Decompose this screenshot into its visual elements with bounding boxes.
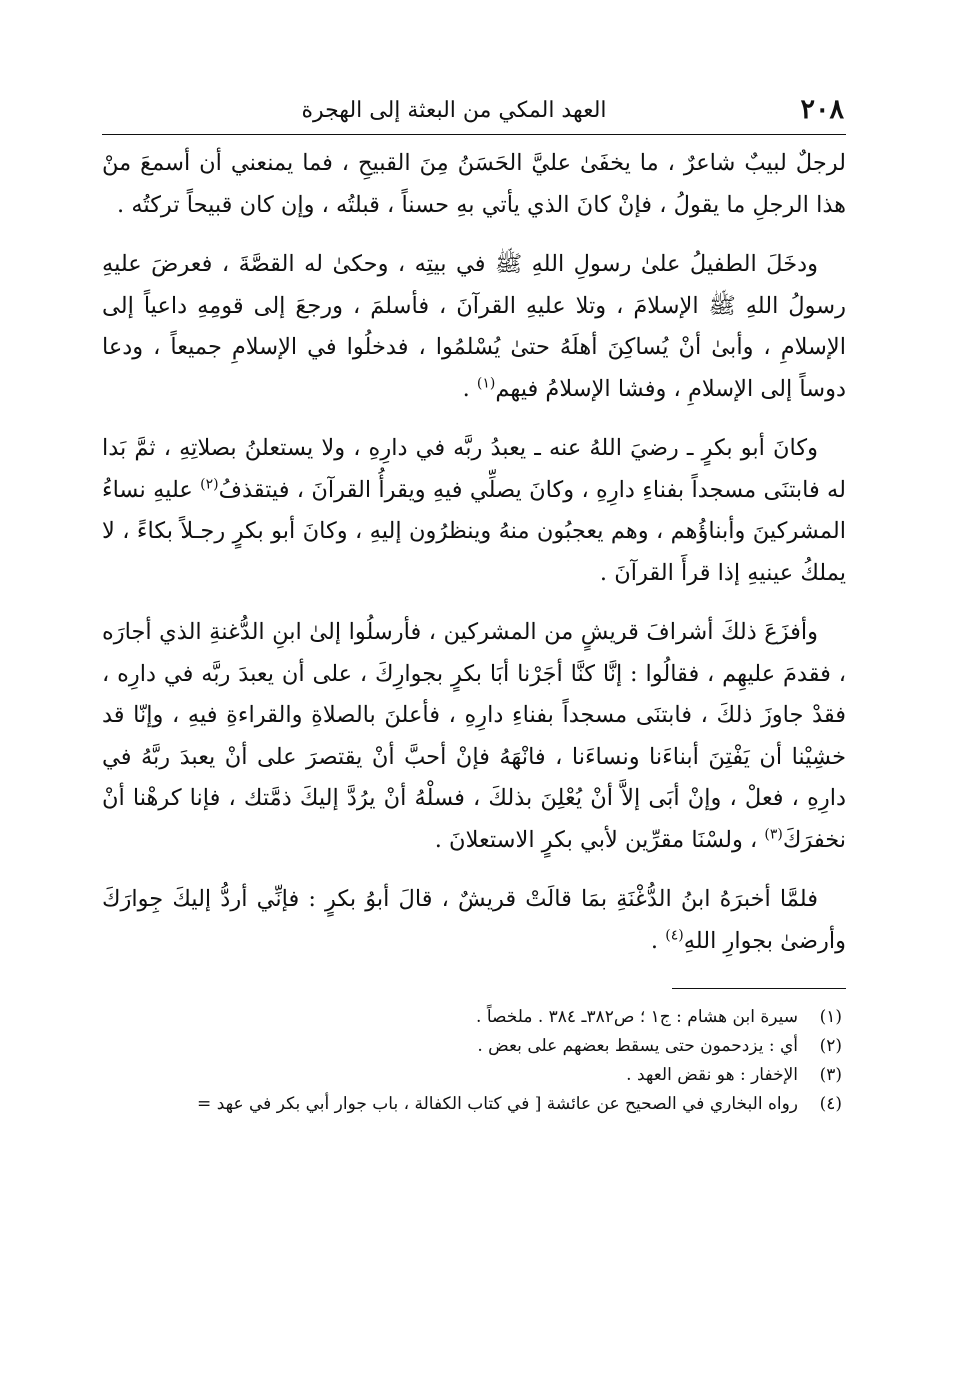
paragraph-text: لرجلٌ لبيبٌ شاعرٌ ، ما يخفَىٰ عليَّ الحَسَنُ مِنَ القبيحِ ، فما يمنعني أن أسمعَ منْ هذا الرجلِ ما يقولُ ، فإنْ كانَ الذي يأتي بهِ حسناً ، قبلتُه ، وإن كان قبيحاً تركتُه . bbox=[102, 150, 846, 218]
footnotes bbox=[102, 1003, 846, 1119]
paragraph-4 bbox=[102, 612, 846, 861]
footnote-1 bbox=[102, 1003, 846, 1032]
paragraph-2 bbox=[102, 244, 846, 410]
footnote-separator bbox=[672, 988, 846, 989]
paragraph-text: فلمَّا أخبرَهُ ابنُ الدُّغْنَةِ بمَا قالَتْ قريشٌ ، قالَ أبوُ بكرٍ : فإنِّي أردُّ إليكَ جِوارَكَ وأرضىٰ بجوارِ اللهِ bbox=[102, 886, 846, 954]
footnote-number: (٣) bbox=[819, 1065, 842, 1085]
footnote-ref-1: (١) bbox=[476, 375, 496, 391]
footnote-number: (٤) bbox=[819, 1094, 842, 1114]
footnote-text: أي : يزدحمون حتى يسقط بعضهم على بعض . bbox=[477, 1036, 798, 1056]
footnote-4 bbox=[102, 1090, 846, 1119]
footnote-2 bbox=[102, 1032, 846, 1061]
paragraph-text-end: ، ولسْنَا مقرِّين لأبي بكرٍ الاستعلانَ . bbox=[434, 826, 765, 853]
footnote-3 bbox=[102, 1061, 846, 1090]
paragraph-text: ودخَلَ الطفيلُ علىٰ رسولِ اللهِ ﷺ في بيتِه ، وحكىٰ له القصَّةَ ، فعرضَ عليهِ رسولُ اللهِ ﷺ الإسلامَ ، وتلا عليهِ القرآنَ ، فأسلمَ ، ورجعَ إلى قومِهِ داعياً إلى الإسلامِ ، وأبىٰ أنْ يُساكِنَ أهلَهُ حتىٰ يُسْلمُوا ، فدخلُوا في الإسلامِ جميعاً ، ودعا دوساً إلى الإسلامِ ، وفشا الإسلامُ فيهم bbox=[102, 251, 846, 402]
footnote-text: الإخفار : هو نقض العهد . bbox=[626, 1065, 798, 1085]
footnote-text: رواه البخاري في الصحيح عن عائشة [ في كتاب الكفالة ، باب جوار أبي بكر في عهد = bbox=[197, 1094, 798, 1114]
paragraph-text-end: . bbox=[650, 927, 666, 954]
paragraph-text: وكانَ أبو بكرٍ ـ رضيَ اللهُ عنه ـ يعبدُ ربَّه في دارِهِ ، ولا يستعلنُ بصلاتِهِ ، ثمَّ بَدا له فابتنَى مسجداً بفناءِ دارِهِ ، وكانَ يصلِّي فيهِ ويقرأُ القرآنَ ، فيتقذفُ bbox=[102, 435, 846, 503]
footnote-number: (٢) bbox=[819, 1036, 842, 1056]
paragraph-text-end: . bbox=[462, 375, 477, 402]
paragraph-1 bbox=[102, 143, 846, 226]
running-header bbox=[102, 90, 846, 135]
footnote-ref-2: (٢) bbox=[200, 476, 219, 492]
paragraph-3 bbox=[102, 428, 846, 594]
paragraph-5 bbox=[102, 879, 846, 962]
paragraph-text: وأفزَعَ ذلكَ أشرافَ قريشٍ من المشركين ، فأرسلُوا إلىٰ ابنِ الدُّغنةِ الذي أجارَه ، فقدمَ عليهِم ، فقالُوا : إنَّا كنَّا أجَرْنا أبَا بكرٍ بجوارِكَ ، على أن يعبدَ ربَّه في دارِه ، فقدْ جاوزَ ذلكَ ، فابتنَى مسجداً بفناءِ دارِهِ ، فأعلنَ بالصلاةِ والقراءةِ فيهِ ، وإنّا قد خشِيْنا أن يَفْتِنَ أبناءَنا ونساءَنا ، فانْهَهُ فإنْ أحبَّ أنْ يقتصرَ على أنْ يعبدَ ربَّهُ في دارِهِ ، فعلْ ، وإنْ أبَى إلاَّ أنْ يُعْلِنَ بذلكَ ، فسلْهُ أنْ يرُدَّ إليكَ ذمَّتك ، فإنا كرهْنا أنْ نخفرَكَ bbox=[102, 619, 846, 853]
book-page bbox=[102, 90, 846, 1119]
body-text bbox=[102, 143, 846, 962]
header-title: العهد المكي من البعثة إلى الهجرة bbox=[301, 98, 607, 123]
footnote-ref-3: (٣) bbox=[764, 826, 783, 842]
footnote-number: (١) bbox=[819, 1007, 842, 1027]
footnote-ref-4: (٤) bbox=[665, 927, 684, 943]
paragraph-text-end: عليهِ نساءُ المشركينَ وأبناؤُهم ، وهم يعجبُون منهُ وينظرُون إليهِ ، وكانَ أبو بكرٍ رجـلاً بكاءً ، لا يملكُ عينيهِ إذا قرأَ القرآنَ . bbox=[102, 476, 846, 586]
footnote-text: سيرة ابن هشام : ج١ ؛ ص٣٨٢ـ ٣٨٤ . ملخصاً . bbox=[476, 1007, 798, 1027]
page-number: ٢٠٨ bbox=[800, 94, 844, 125]
